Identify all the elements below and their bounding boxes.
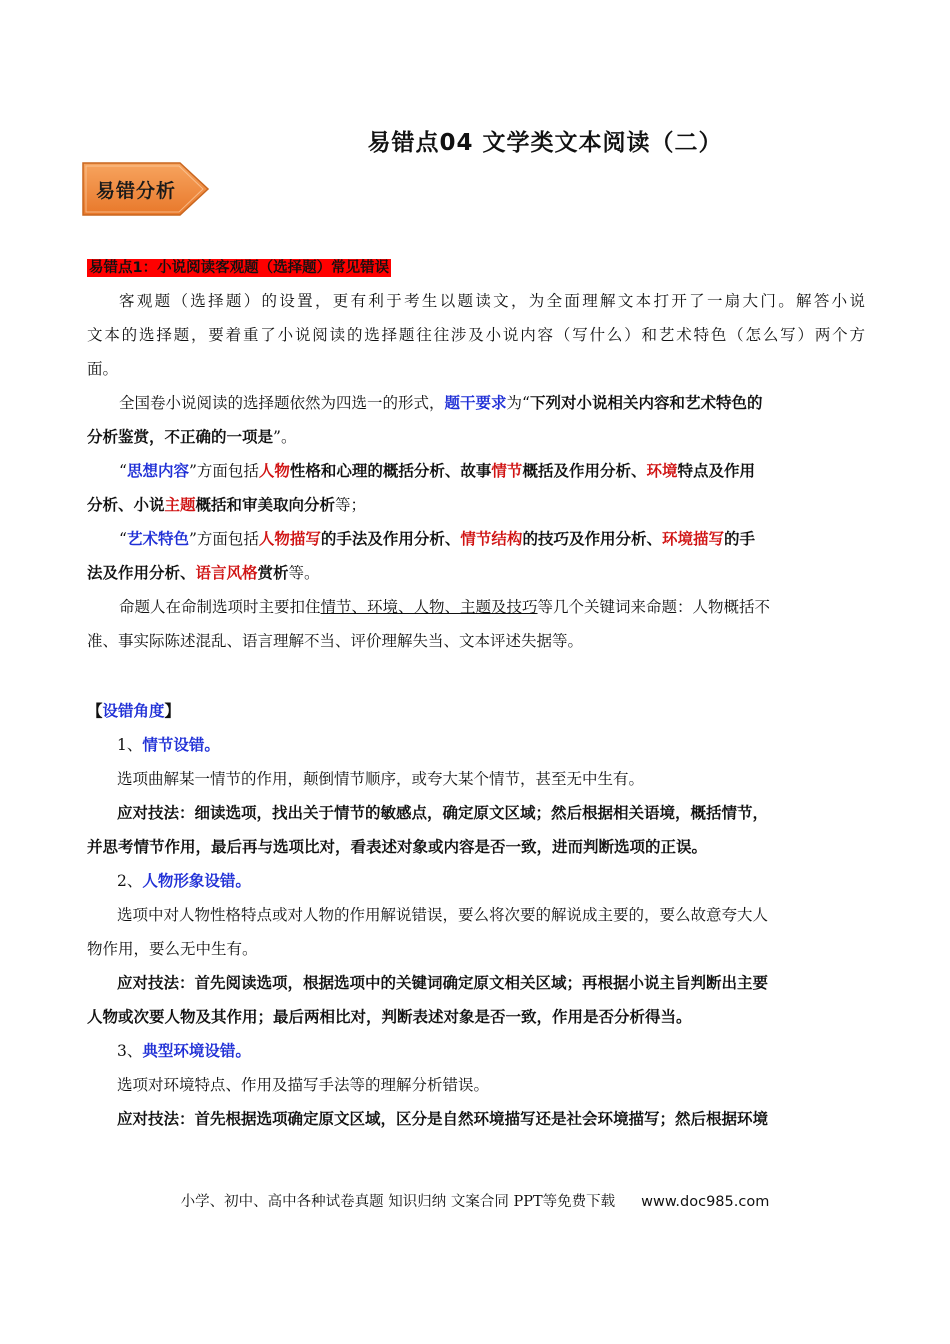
- footer-site-link[interactable]: www.doc985.com: [641, 1194, 770, 1210]
- keyword: 主题: [164, 495, 196, 514]
- text: ”方面包括: [188, 462, 259, 480]
- item-desc: 选项中对人物性格特点或对人物的作用解说错误，要么将次要的解说成主要的，要么故意夸大人: [117, 906, 769, 924]
- item-title: 典型环境设错。: [142, 1041, 251, 1060]
- item-desc: 物作用，要么无中生有。: [87, 940, 258, 958]
- item-heading: [87, 728, 865, 762]
- item-number: 2、: [117, 872, 143, 890]
- text: 的技巧及作用分析、: [522, 529, 662, 548]
- paragraph-line: [87, 590, 865, 624]
- keyword: 情节结构: [460, 529, 523, 548]
- item-tip: 应对技法：首先阅读选项，根据选项中的关键词确定原文相关区域；再根据小说主旨判断出主要: [117, 973, 769, 992]
- text: 命题人在命制选项时主要扣住: [119, 598, 321, 616]
- badge-label: 易错分析: [96, 180, 177, 202]
- section-heading-line: [87, 250, 865, 284]
- text: 概括及作用分析、: [522, 461, 647, 480]
- keyword: 题干要求: [444, 393, 507, 412]
- keyword: 情节: [491, 461, 523, 480]
- document-body: [87, 250, 865, 1136]
- keyword: 人物描写: [258, 529, 321, 548]
- item-tip: 并思考情节作用，最后再与选项比对，看表述对象或内容是否一致，进而判断选项的正误。: [87, 837, 708, 856]
- paragraph-line: [87, 420, 865, 454]
- keyword: 艺术特色: [126, 529, 189, 548]
- text: 全国卷小说阅读的选择题依然为四选一的形式，: [119, 394, 445, 412]
- text: 的手: [723, 529, 755, 548]
- item-tip: 应对技法：首先根据选项确定原文区域，区分是自然环境描写还是社会环境描写；然后根据环境: [117, 1109, 769, 1128]
- text: 分析、小说: [87, 495, 165, 514]
- text: 等。: [288, 564, 320, 582]
- section-heading: 易错点1：小说阅读客观题（选择题）常见错误: [89, 260, 390, 276]
- text: 下列对小说相关内容和艺术特色的: [529, 393, 763, 412]
- item-number: 1、: [117, 736, 143, 754]
- paragraph-line: 文本的选择题，要着重了小说阅读的选择题往往涉及小说内容（写什么）和艺术特色（怎么写）两个方: [87, 326, 865, 344]
- item-title: 人物形象设错。: [142, 871, 251, 890]
- item-number: 3、: [117, 1042, 143, 1060]
- paragraph-line: 面。: [87, 360, 119, 378]
- item-tip: 人物或次要人物及其作用；最后两相比对，判断表述对象是否一致，作用是否分析得当。: [87, 1007, 692, 1026]
- text: 赏析: [257, 563, 289, 582]
- page-footer: [0, 1190, 950, 1211]
- error-analysis-badge: [80, 160, 214, 218]
- keyword: 环境描写: [661, 529, 724, 548]
- paragraph-line: [87, 386, 865, 420]
- paragraph-line: 客观题（选择题）的设置，更有利于考生以题读文，为全面理解文本打开了一扇大门。解答小说: [119, 292, 865, 310]
- paragraph-line: [87, 556, 865, 590]
- paragraph-line: 准、事实际陈述混乱、语言理解不当、评价理解失当、文本评述失据等。: [87, 632, 584, 650]
- item-heading: [87, 864, 865, 898]
- text: 的手法及作用分析、: [320, 529, 461, 548]
- text: 为“: [506, 394, 530, 412]
- text: 法及作用分析、: [87, 563, 196, 582]
- text: 特点及作用: [677, 461, 755, 480]
- text: 等；: [335, 496, 367, 514]
- angle-label: 设错角度: [102, 701, 165, 720]
- text: “: [119, 462, 127, 480]
- paragraph-line: [87, 454, 865, 488]
- bracket: 【: [87, 701, 103, 720]
- keyword: 环境: [646, 461, 678, 480]
- paragraph-line: [87, 522, 865, 556]
- text: ”。: [273, 428, 297, 446]
- paragraph-line: [87, 488, 865, 522]
- keyword: 思想内容: [126, 461, 189, 480]
- item-tip: 应对技法：细读选项，找出关于情节的敏感点，确定原文区域；然后根据相关语境，概括情节，: [117, 803, 769, 822]
- bracket: 】: [164, 701, 181, 720]
- text: 等几个关键词来命题：人物概括不: [537, 598, 771, 616]
- text: 概括和审美取向分析: [195, 495, 336, 514]
- footer-text: 小学、初中、高中各种试卷真题 知识归纳 文案合同 PPT等免费下载: [180, 1194, 616, 1210]
- item-desc: 选项对环境特点、作用及描写手法等的理解分析错误。: [117, 1076, 490, 1094]
- item-desc: 选项曲解某一情节的作用，颠倒情节顺序，或夸大某个情节，甚至无中生有。: [117, 770, 645, 788]
- page-title: 易错点04 文学类文本阅读（二）: [367, 130, 723, 156]
- item-heading: [87, 1034, 865, 1068]
- text: “: [119, 530, 127, 548]
- text: 分析鉴赏，不正确的一项是: [87, 427, 274, 446]
- text: ”方面包括: [188, 530, 259, 548]
- angle-heading: [87, 694, 865, 728]
- item-title: 情节设错。: [142, 735, 220, 754]
- underlined-keywords: 情节、环境、人物、主题及技巧: [320, 598, 538, 616]
- text: 性格和心理的概括分析、故事: [289, 461, 492, 480]
- keyword: 人物: [258, 461, 290, 480]
- keyword: 语言风格: [195, 563, 258, 582]
